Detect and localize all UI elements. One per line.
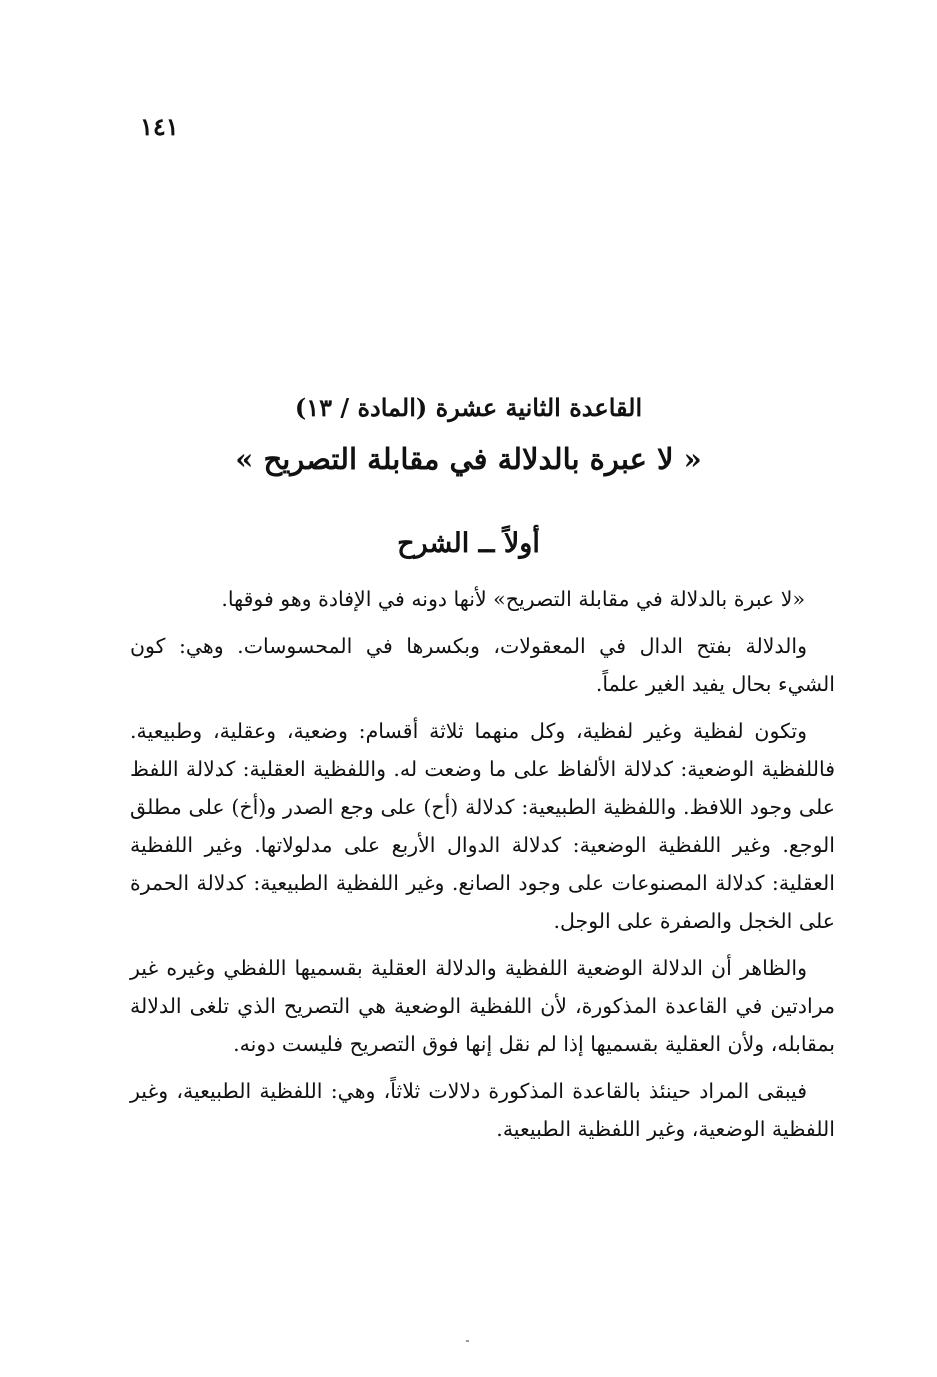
- paragraph: والدلالة بفتح الدال في المعقولات، وبكسرها في المحسوسات. وهي: كون الشيء بحال يفيد الغير علماً.: [130, 634, 835, 696]
- rule-title: القاعدة الثانية عشرة (المادة / ١٣): [294, 393, 643, 422]
- rule-heading: [120, 392, 817, 479]
- paragraph: فيبقى المراد حينئذ بالقاعدة المذكورة دلالات ثلاثاً، وهي: اللفظية الطبيعية، وغير اللفظية الوضعية، وغير اللفظية الطبيعية.: [130, 1079, 835, 1141]
- rule-text: « لا عبرة بالدلالة في مقابلة التصريح »: [235, 442, 702, 477]
- paragraph: والظاهر أن الدلالة الوضعية اللفظية والدلالة العقلية بقسميها اللفظي وغيره غير مرادتين في القاعدة المذكورة، لأن اللفظية الوضعية هي التصريح الذي تلغى الدلالة بمقابله، ولأن العقلية بقسميها إذا لم نقل إنها فوق التصريح فليست دونه.: [130, 956, 835, 1056]
- section-title: أولاً ــ الشرح: [397, 528, 540, 559]
- paragraph: «لا عبرة بالدلالة في مقابلة التصريح» لأنها دونه في الإفادة وهو فوقها.: [221, 587, 805, 611]
- page-number: ١٤١: [140, 112, 179, 141]
- paragraph: وتكون لفظية وغير لفظية، وكل منهما ثلاثة أقسام: وضعية، وعقلية، وطبيعية. فاللفظية الوضعية: كدلالة الألفاظ على ما وضعت له. واللفظية العقلية: كدلالة اللفظ على وجود اللافظ. واللفظية الطبيعية: كدلالة (أح) على وجع الصدر و(أخ) على مطلق الوجع. وغير اللفظية الوضعية: كدلالة الدوال الأربع على مدلولاتها. وغير اللفظية العقلية: كدلالة المصنوعات على وجود الصانع. وغير اللفظية الطبيعية: كدلالة الحمرة على الخجل والصفرة على الوجل.: [130, 719, 835, 933]
- page-mark: [466, 1340, 469, 1342]
- body-text: [130, 580, 835, 1157]
